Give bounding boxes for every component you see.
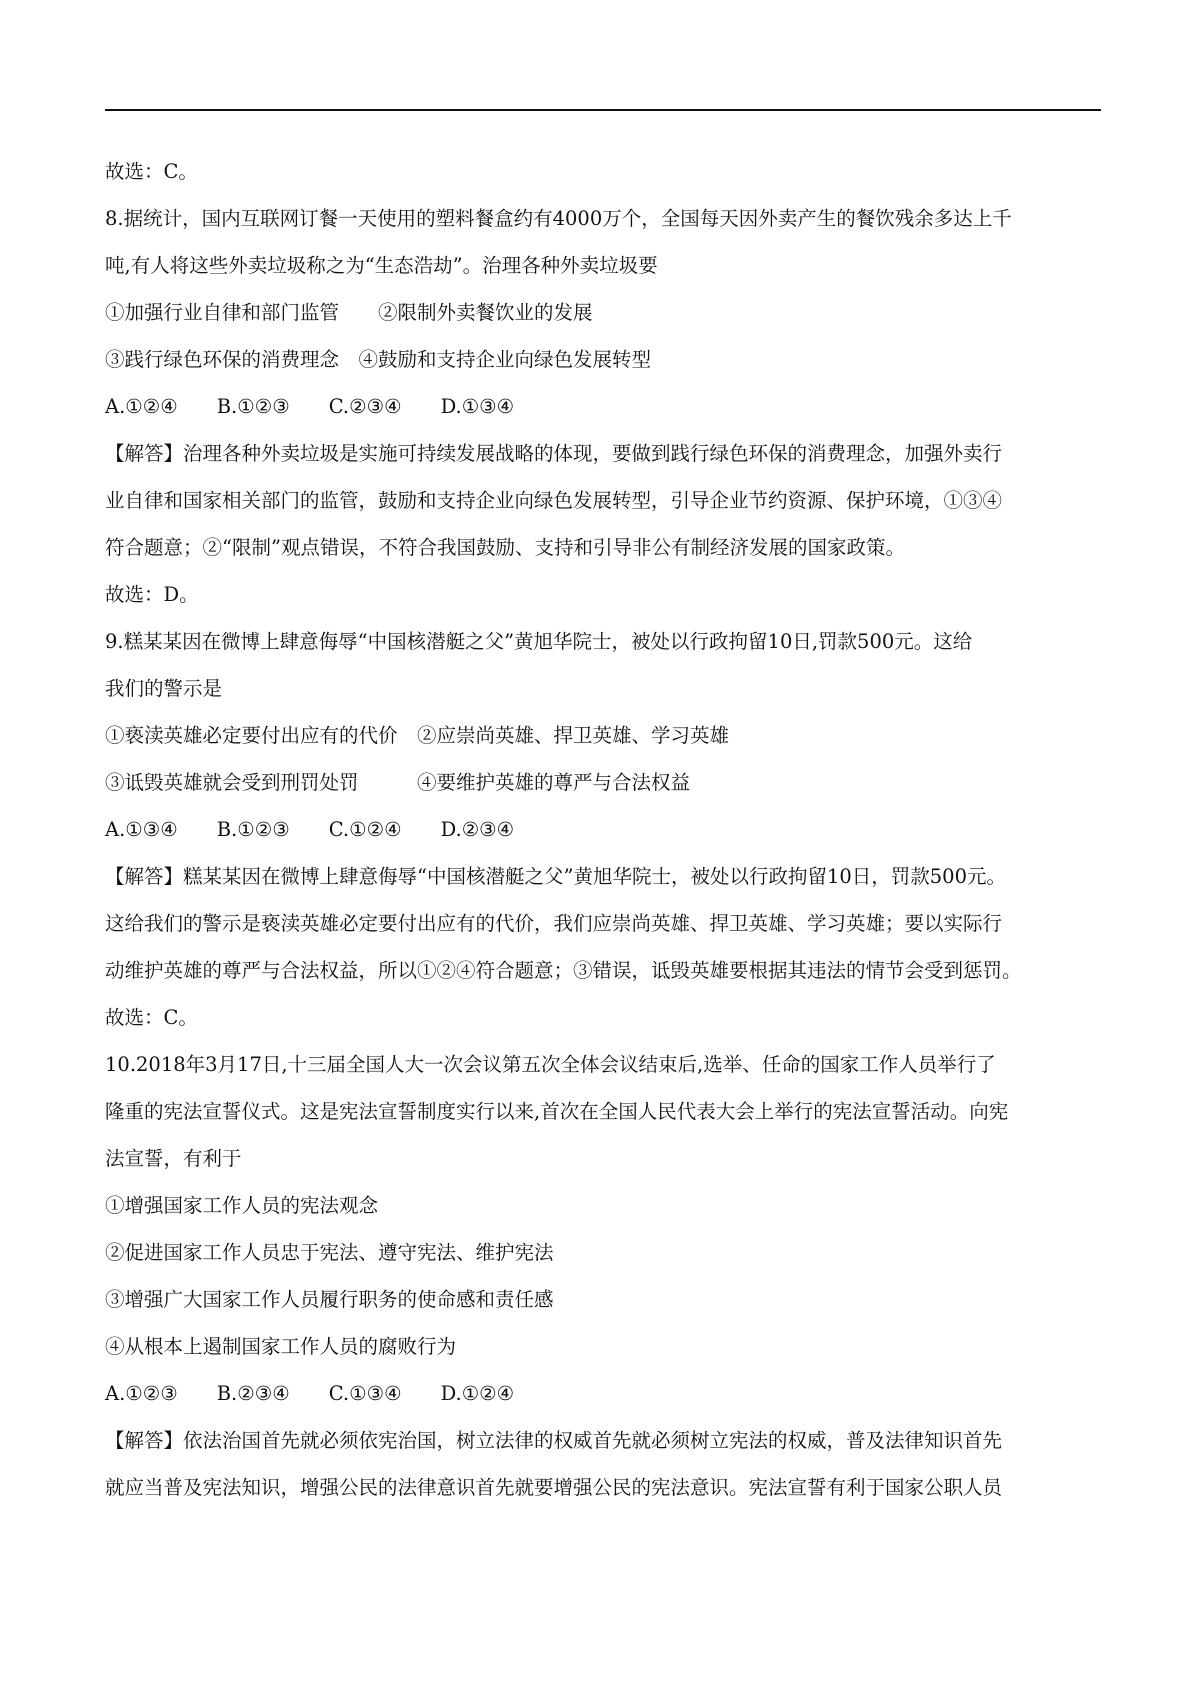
answer-q9: 故选：C。 bbox=[105, 1006, 198, 1029]
question-8-analysis-line3: 符合题意；②“限制”观点错误，不符合我国鼓励、支持和引导非公有制经济发展的国家政策。 bbox=[105, 536, 905, 559]
question-9-stem-line1: 9.糕某某因在微博上肆意侮辱“中国核潜艇之父”黄旭华院士，被处以行政拘留10日,罚款500元。这给 bbox=[105, 630, 973, 653]
question-10-option-1: ①增强国家工作人员的宪法观念 bbox=[105, 1194, 379, 1217]
question-9-analysis-line3: 动维护英雄的尊严与合法权益，所以①②④符合题意；③错误，诋毁英雄要根据其违法的情节会受到惩罚。 bbox=[105, 959, 1022, 982]
question-10-analysis-line2: 就应当普及宪法知识，增强公民的法律意识首先就要增强公民的宪法意识。宪法宣誓有利于国家公职人员 bbox=[105, 1476, 1003, 1499]
question-10-option-3: ③增强广大国家工作人员履行职务的使命感和责任感 bbox=[105, 1288, 554, 1311]
header-rule bbox=[105, 109, 1101, 111]
question-10-stem-line2: 隆重的宪法宣誓仪式。这是宪法宣誓制度实行以来,首次在全国人民代表大会上举行的宪法宣誓活动。向宪 bbox=[105, 1100, 1009, 1123]
question-9-options-34: ③诋毁英雄就会受到刑罚处罚 ④要维护英雄的尊严与合法权益 bbox=[105, 771, 691, 794]
question-10-stem-line3: 法宣誓，有利于 bbox=[105, 1147, 242, 1170]
question-9-choices: A.①③④ B.①②③ C.①②④ D.②③④ bbox=[105, 818, 515, 841]
question-9-analysis-line2: 这给我们的警示是亵渎英雄必定要付出应有的代价，我们应崇尚英雄、捍卫英雄、学习英雄；要以实际行 bbox=[105, 912, 1003, 935]
question-8-analysis-line1: 【解答】治理各种外卖垃圾是实施可持续发展战略的体现，要做到践行绿色环保的消费理念，加强外卖行 bbox=[105, 442, 1003, 465]
question-8-stem-line2: 吨,有人将这些外卖垃圾称之为“生态浩劫”。治理各种外卖垃圾要 bbox=[105, 254, 658, 277]
answer-q8: 故选：D。 bbox=[105, 583, 199, 606]
question-10-choices: A.①②③ B.②③④ C.①③④ D.①②④ bbox=[105, 1382, 515, 1405]
page-content bbox=[105, 148, 1101, 1511]
question-10-stem-line1: 10.2018年3月17日,十三届全国人大一次会议第五次全体会议结束后,选举、任命的国家工作人员举行了 bbox=[105, 1053, 996, 1076]
question-9-options-12: ①亵渎英雄必定要付出应有的代价 ②应崇尚英雄、捍卫英雄、学习英雄 bbox=[105, 724, 730, 747]
question-9-analysis-line1: 【解答】糕某某因在微博上肆意侮辱“中国核潜艇之父”黄旭华院士，被处以行政拘留10日，罚款500元。 bbox=[105, 865, 1006, 888]
question-8-stem-line1: 8.据统计，国内互联网订餐一天使用的塑料餐盒约有4000万个，全国每天因外卖产生的餐饮残余多达上千 bbox=[105, 207, 1012, 230]
question-10-option-4: ④从根本上遏制国家工作人员的腐败行为 bbox=[105, 1335, 457, 1358]
question-10-analysis-line1: 【解答】依法治国首先就必须依宪治国，树立法律的权威首先就必须树立宪法的权威，普及法律知识首先 bbox=[105, 1429, 1003, 1452]
question-8-options-12: ①加强行业自律和部门监管 ②限制外卖餐饮业的发展 bbox=[105, 301, 593, 324]
question-8-analysis-line2: 业自律和国家相关部门的监管，鼓励和支持企业向绿色发展转型，引导企业节约资源、保护环境，①③④ bbox=[105, 489, 1003, 512]
question-8-choices: A.①②④ B.①②③ C.②③④ D.①③④ bbox=[105, 395, 515, 418]
question-9-stem-line2: 我们的警示是 bbox=[105, 677, 223, 700]
question-10-option-2: ②促进国家工作人员忠于宪法、遵守宪法、维护宪法 bbox=[105, 1241, 554, 1264]
question-8-options-34: ③践行绿色环保的消费理念 ④鼓励和支持企业向绿色发展转型 bbox=[105, 348, 652, 371]
answer-q7: 故选：C。 bbox=[105, 160, 198, 183]
